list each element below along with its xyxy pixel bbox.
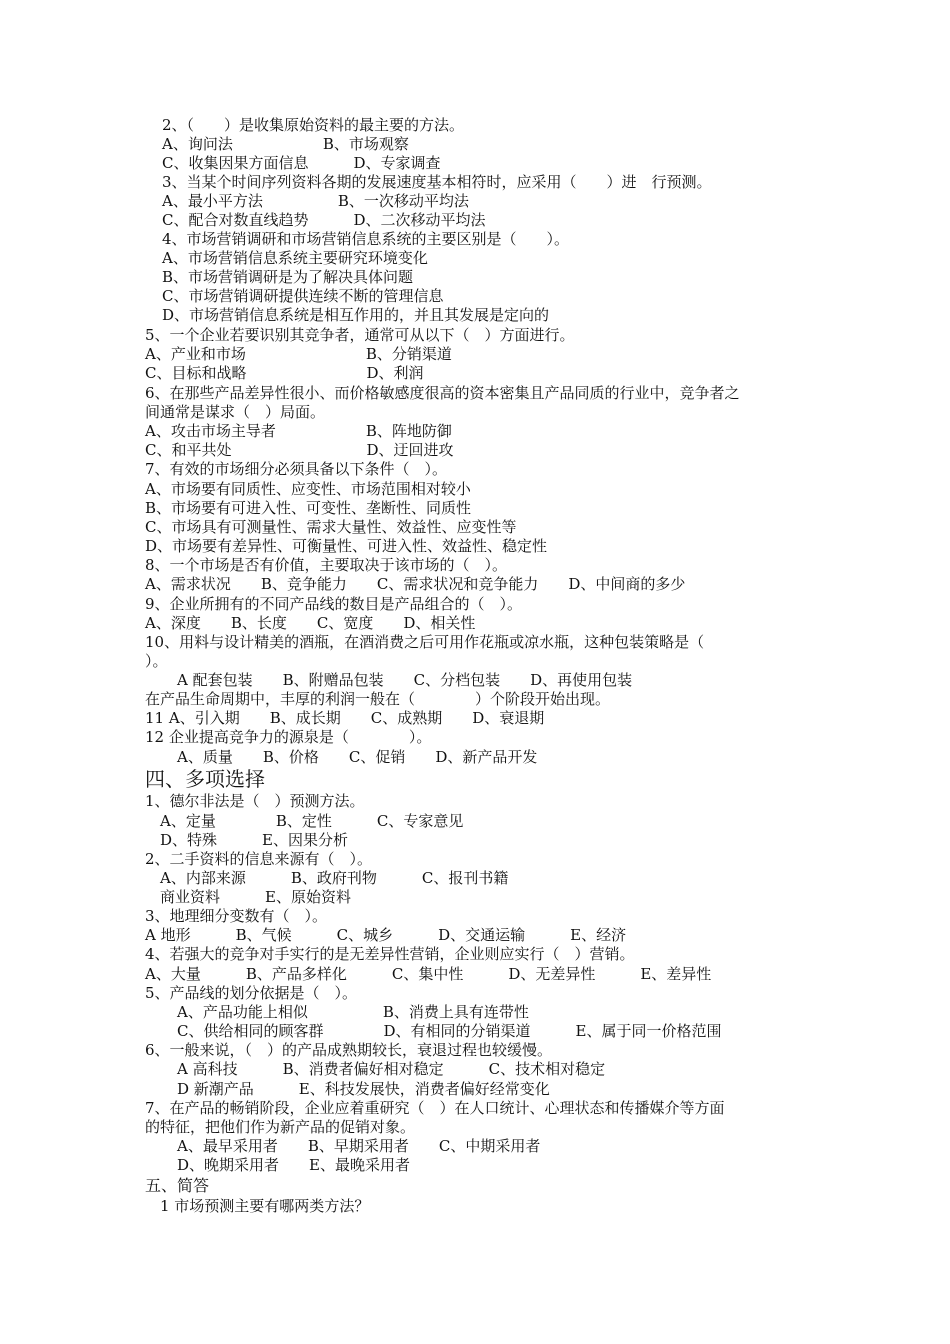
q12-options: A、质量 B、价格 C、促销 D、新产品开发 bbox=[177, 748, 538, 766]
question-2: 2、（ ）是收集原始资料的最主要的方法。 bbox=[162, 116, 465, 134]
mc-q5-options-cde: C、供给相同的顾客群 D、有相同的分销渠道 E、属于同一价格范围 bbox=[177, 1022, 722, 1040]
q7-option-d: D、市场要有差异性、可衡量性、可进入性、效益性、稳定性 bbox=[145, 537, 548, 555]
mc-q1-options-abc: A、定量 B、定性 C、专家意见 bbox=[160, 812, 464, 830]
q4-option-a: A、市场营销信息系统主要研究环境变化 bbox=[162, 249, 428, 267]
question-10: 10、用料与设计精美的酒瓶，在酒消费之后可用作花瓶或凉水瓶，这种包装策略是（ bbox=[145, 633, 705, 651]
mc-question-5: 5、产品线的划分依据是（ ）。 bbox=[145, 984, 358, 1002]
mc-question-2: 2、二手资料的信息来源有（ ）。 bbox=[145, 850, 373, 868]
q10-options: A 配套包装 B、附赠品包装 C、分档包装 D、再使用包装 bbox=[177, 671, 633, 689]
q4-option-b: B、市场营销调研是为了解决具体问题 bbox=[162, 268, 414, 286]
question-3: 3、当某个时间序列资料各期的发展速度基本相符时，应采用（ ）进 行预测。 bbox=[162, 173, 712, 191]
question-6: 6、在那些产品差异性很小、而价格敏感度很高的资本密集且产品同质的行业中，竞争者之 bbox=[145, 384, 740, 402]
q2-options-cd: C、收集因果方面信息 D、专家调查 bbox=[162, 154, 441, 172]
question-7: 7、有效的市场细分必须具备以下条件（ ）。 bbox=[145, 460, 448, 478]
q5-options-cd: C、目标和战略 D、利润 bbox=[145, 364, 424, 382]
mc-question-4: 4、若强大的竞争对手实行的是无差异性营销，企业则应实行（ ）营销。 bbox=[145, 945, 635, 963]
mc-q6-options-de: D 新潮产品 E、科技发展快，消费者偏好经常变化 bbox=[177, 1080, 550, 1098]
q9-options: A、深度 B、长度 C、宽度 D、相关性 bbox=[145, 614, 476, 632]
mc-q2-options-de: 商业资料 E、原始资料 bbox=[160, 888, 351, 906]
question-5: 5、一个企业若要识别其竞争者，通常可从以下（ ）方面进行。 bbox=[145, 326, 575, 344]
mc-q4-options: A、大量 B、产品多样化 C、集中性 D、无差异性 E、差异性 bbox=[145, 965, 712, 983]
q6-options-cd: C、和平共处 D、迂回进攻 bbox=[145, 441, 454, 459]
q5-options-ab: A、产业和市场 B、分销渠道 bbox=[145, 345, 452, 363]
question-8: 8、一个市场是否有价值，主要取决于该市场的（ ）。 bbox=[145, 556, 508, 574]
q2-options-ab: A、询问法 B、市场观察 bbox=[162, 135, 409, 153]
question-9: 9、企业所拥有的不同产品线的数目是产品组合的（ ）。 bbox=[145, 595, 523, 613]
mc-question-7-cont: 的特征，把他们作为新产品的促销对象。 bbox=[145, 1118, 416, 1136]
mc-q2-options-abc: A、内部来源 B、政府刊物 C、报刊书籍 bbox=[160, 869, 509, 887]
mc-question-7: 7、在产品的畅销阶段，企业应着重研究（ ）在人口统计、心理状态和传播媒介等方面 bbox=[145, 1099, 725, 1117]
mc-q3-options: A 地形 B、气候 C、城乡 D、交通运输 E、经济 bbox=[145, 926, 627, 944]
q3-options-ab: A、最小平方法 B、一次移动平均法 bbox=[162, 192, 469, 210]
mc-q6-options-abc: A 高科技 B、消费者偏好相对稳定 C、技术相对稳定 bbox=[177, 1060, 606, 1078]
mc-question-1: 1、德尔非法是（ ）预测方法。 bbox=[145, 792, 365, 810]
q3-options-cd: C、配合对数直线趋势 D、二次移动平均法 bbox=[162, 211, 486, 229]
q7-option-b: B、市场要有可进入性、可变性、垄断性、同质性 bbox=[145, 499, 472, 517]
short-answer-question-1: 1 市场预测主要有哪两类方法？ bbox=[160, 1197, 370, 1215]
q8-options: A、需求状况 B、竞争能力 C、需求状况和竞争能力 D、中间商的多少 bbox=[145, 575, 686, 593]
q7-option-c: C、市场具有可测量性、需求大量性、效益性、应变性等 bbox=[145, 518, 517, 536]
question-4: 4、市场营销调研和市场营销信息系统的主要区别是（ ）。 bbox=[162, 230, 570, 248]
q4-option-c: C、市场营销调研提供连续不断的管理信息 bbox=[162, 287, 444, 305]
section-short-answer-heading: 五、简答 bbox=[145, 1176, 210, 1195]
section-multiple-choice-heading: 四、多项选择 bbox=[145, 767, 265, 791]
question-6-cont: 间通常是谋求（ ）局面。 bbox=[145, 403, 326, 421]
mc-q7-options-de: D、晚期采用者 E、最晚采用者 bbox=[177, 1156, 410, 1174]
question-11: 在产品生命周期中，丰厚的利润一般在（ ）个阶段开始出现。 bbox=[145, 690, 611, 708]
q6-options-ab: A、攻击市场主导者 B、阵地防御 bbox=[145, 422, 452, 440]
mc-q1-options-de: D、特殊 E、因果分析 bbox=[160, 831, 348, 849]
mc-q7-options-abc: A、最早采用者 B、早期采用者 C、中期采用者 bbox=[177, 1137, 541, 1155]
q7-option-a: A、市场要有同质性、应变性、市场范围相对较小 bbox=[145, 480, 471, 498]
question-12: 12 企业提高竞争力的源泉是（ ）。 bbox=[145, 728, 432, 746]
mc-question-6: 6、一般来说，（ ）的产品成熟期较长，衰退过程也较缓慢。 bbox=[145, 1041, 553, 1059]
q11-options: 11 A、引入期 B、成长期 C、成熟期 D、衰退期 bbox=[145, 709, 545, 727]
mc-q5-options-ab: A、产品功能上相似 B、消费上具有连带性 bbox=[177, 1003, 529, 1021]
mc-question-3: 3、地理细分变数有（ ）。 bbox=[145, 907, 328, 925]
question-10-cont: ）。 bbox=[145, 652, 168, 670]
q4-option-d: D、市场营销信息系统是相互作用的，并且其发展是定向的 bbox=[162, 306, 550, 324]
